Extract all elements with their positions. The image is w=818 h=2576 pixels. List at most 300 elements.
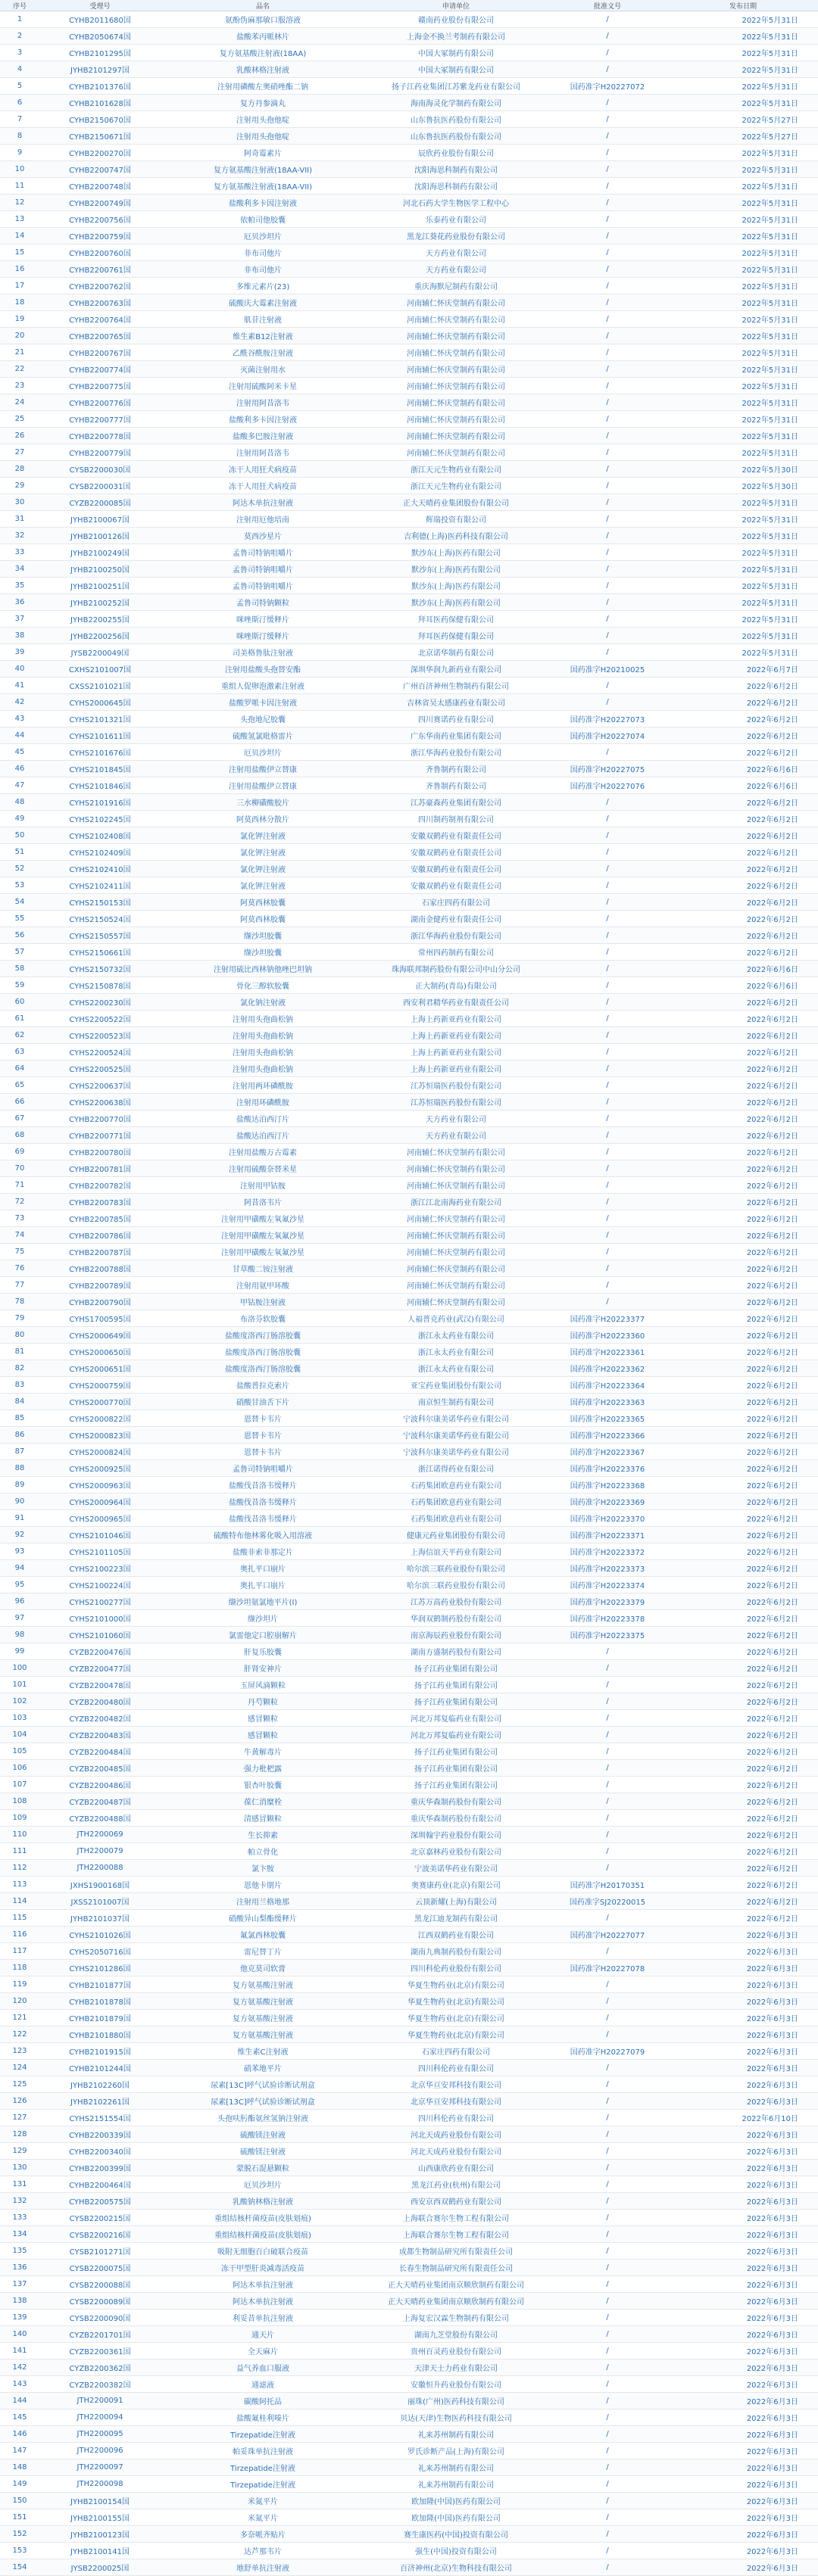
applicant: 正大天晴药业集团南京顺欣制药有限公司: [365, 2276, 547, 2293]
acceptance-number[interactable]: CYHB2200767国: [39, 344, 161, 361]
acceptance-number[interactable]: CYHS2101321国: [39, 711, 161, 727]
release-date: 2022年6月2日: [668, 1893, 818, 1910]
drug-name: 感冒颗粒: [161, 1710, 365, 1727]
acceptance-number[interactable]: JYSB2200049国: [39, 644, 161, 661]
acceptance-number[interactable]: CYHS2000963国: [39, 1477, 161, 1494]
drug-name: 咪唑斯汀缓释片: [161, 628, 365, 644]
acceptance-number[interactable]: CYHS2100277国: [39, 1593, 161, 1610]
acceptance-number[interactable]: CYSB2200090国: [39, 2310, 161, 2326]
applicant: 吉林省吴太感康药业有限公司: [365, 694, 547, 711]
acceptance-number[interactable]: CYHB2200780国: [39, 1144, 161, 1160]
drug-name: 头孢地尼胶囊: [161, 711, 365, 727]
acceptance-number[interactable]: CYZB2200361国: [39, 2343, 161, 2360]
acceptance-number[interactable]: CYZB2200484国: [39, 1743, 161, 1760]
release-date: 2022年6月3日: [668, 2559, 818, 2576]
row-index: 105: [0, 1743, 39, 1760]
table-row: [0, 1827, 818, 1843]
approval-number: /: [547, 494, 668, 511]
acceptance-number[interactable]: JYHB2101037国: [39, 1910, 161, 1927]
approval-number: /: [547, 2193, 668, 2210]
drug-name: 硫酸镁注射液: [161, 2126, 365, 2143]
acceptance-number[interactable]: CYHS2150732国: [39, 961, 161, 977]
acceptance-number[interactable]: CYHS2000645国: [39, 694, 161, 711]
acceptance-number[interactable]: CYHS2200523国: [39, 1027, 161, 1044]
release-date: 2022年6月3日: [668, 2443, 818, 2459]
acceptance-number[interactable]: CYHS2102408国: [39, 827, 161, 844]
table-row: [0, 1460, 818, 1477]
acceptance-number[interactable]: CYHS2000649国: [39, 1327, 161, 1344]
acceptance-number[interactable]: CYHB2101295国: [39, 45, 161, 61]
table-row: [0, 1210, 818, 1227]
table-row: [0, 2409, 818, 2426]
acceptance-number[interactable]: CYZB2200485国: [39, 1760, 161, 1777]
row-index: 22: [0, 361, 39, 378]
acceptance-number[interactable]: CYHS2101916国: [39, 794, 161, 811]
acceptance-number[interactable]: CYSB2200030国: [39, 461, 161, 478]
acceptance-number[interactable]: JYHB2100155国: [39, 2509, 161, 2526]
acceptance-number[interactable]: CYHB2200749国: [39, 195, 161, 211]
acceptance-number[interactable]: CYHS2000651国: [39, 1360, 161, 1377]
table-row: [0, 2076, 818, 2093]
release-date: 2022年6月2日: [668, 1360, 818, 1377]
acceptance-number[interactable]: JYHB2100249国: [39, 544, 161, 561]
acceptance-number[interactable]: CYHB2050674国: [39, 28, 161, 45]
acceptance-number[interactable]: CYHS2150153国: [39, 894, 161, 911]
acceptance-number[interactable]: CYHB2101244国: [39, 2060, 161, 2076]
applicant: 河南辅仁怀庆堂制药有限公司: [365, 1244, 547, 1260]
acceptance-number[interactable]: CYHB2200340国: [39, 2143, 161, 2160]
row-index: 18: [0, 294, 39, 311]
acceptance-number[interactable]: CYHS2000770国: [39, 1394, 161, 1410]
acceptance-number[interactable]: CYHS2000650国: [39, 1344, 161, 1360]
acceptance-number[interactable]: CYHB2200788国: [39, 1260, 161, 1277]
acceptance-number[interactable]: JTH2200098: [39, 2476, 161, 2493]
applicant: 河南辅仁怀庆堂制药有限公司: [365, 1177, 547, 1194]
drug-name: 注射用头孢曲松钠: [161, 1044, 365, 1061]
acceptance-number[interactable]: CYHB2150671国: [39, 128, 161, 145]
acceptance-number[interactable]: CYZB2200483国: [39, 1727, 161, 1743]
acceptance-number[interactable]: CYHS2101846国: [39, 777, 161, 794]
acceptance-number[interactable]: CYZB2200487国: [39, 1793, 161, 1810]
table-row: [0, 261, 818, 278]
acceptance-number[interactable]: CYHB2200776国: [39, 394, 161, 411]
drug-name: 重组人促卵泡激素注射液: [161, 677, 365, 694]
acceptance-number[interactable]: JYHB2100141国: [39, 2543, 161, 2559]
acceptance-number[interactable]: JYHB2102260国: [39, 2076, 161, 2093]
row-index: 87: [0, 1444, 39, 1460]
release-date: 2022年6月2日: [668, 1693, 818, 1710]
release-date: 2022年6月3日: [668, 1927, 818, 1943]
release-date: 2022年6月2日: [668, 1244, 818, 1260]
approval-number: /: [547, 594, 668, 611]
acceptance-number[interactable]: CYHB2200760国: [39, 245, 161, 261]
row-index: 152: [0, 2526, 39, 2543]
approval-number: /: [547, 1643, 668, 1660]
approval-number: /: [547, 2476, 668, 2493]
acceptance-number[interactable]: CYHS2000925国: [39, 1460, 161, 1477]
drug-name: 灭菌注射用水: [161, 361, 365, 378]
acceptance-number[interactable]: CYHB2200399国: [39, 2160, 161, 2176]
acceptance-number[interactable]: CYHB2200779国: [39, 444, 161, 461]
acceptance-number[interactable]: CYHB2200786国: [39, 1227, 161, 1244]
acceptance-number[interactable]: CYHB2200778国: [39, 428, 161, 444]
acceptance-number[interactable]: CYHS2000822国: [39, 1410, 161, 1427]
acceptance-number[interactable]: CYHB2200775国: [39, 378, 161, 394]
acceptance-number[interactable]: CYHS2101105国: [39, 1543, 161, 1560]
acceptance-number[interactable]: CYHB2200777国: [39, 411, 161, 428]
acceptance-number[interactable]: JYHB2100067国: [39, 511, 161, 528]
acceptance-number[interactable]: CYHS2000823国: [39, 1427, 161, 1444]
acceptance-number[interactable]: JTH2200097: [39, 2459, 161, 2476]
acceptance-number[interactable]: CYSB2200216国: [39, 2226, 161, 2243]
acceptance-number[interactable]: CYHB2200783国: [39, 1194, 161, 1210]
acceptance-number[interactable]: JTH2200096: [39, 2443, 161, 2459]
acceptance-number[interactable]: CYSB2200215国: [39, 2210, 161, 2226]
release-date: 2022年6月2日: [668, 1677, 818, 1693]
applicant: 广东华南药业集团有限公司: [365, 727, 547, 744]
acceptance-number[interactable]: CYHB2200785国: [39, 1210, 161, 1227]
acceptance-number[interactable]: CYHB2200756国: [39, 211, 161, 228]
approval-number: /: [547, 1061, 668, 1077]
row-index: 37: [0, 611, 39, 628]
acceptance-number[interactable]: CYHB2200787国: [39, 1244, 161, 1260]
acceptance-number[interactable]: CYHS2150557国: [39, 927, 161, 944]
applicant: 辰欣药业股份有限公司: [365, 145, 547, 161]
acceptance-number[interactable]: CYHS1700595国: [39, 1310, 161, 1327]
acceptance-number[interactable]: JYHB2100252国: [39, 594, 161, 611]
row-index: 23: [0, 378, 39, 394]
acceptance-number[interactable]: CYHB2200761国: [39, 261, 161, 278]
acceptance-number[interactable]: CYHB2200771国: [39, 1127, 161, 1144]
acceptance-number[interactable]: CYHS2000965国: [39, 1510, 161, 1527]
approval-number: /: [547, 1793, 668, 1810]
table-row: [0, 2559, 818, 2576]
acceptance-number[interactable]: CYHB2200762国: [39, 278, 161, 294]
acceptance-number[interactable]: CYHB2200575国: [39, 2193, 161, 2210]
applicant: 辉瑞投资有限公司: [365, 511, 547, 528]
table-row: [0, 2293, 818, 2310]
acceptance-number[interactable]: JTH2200088: [39, 1860, 161, 1877]
approval-number: /: [547, 811, 668, 827]
acceptance-number[interactable]: CYHS2101286国: [39, 1960, 161, 1976]
row-index: 50: [0, 827, 39, 844]
acceptance-number[interactable]: JYHB2100123国: [39, 2526, 161, 2543]
drug-name: 厄贝沙坦片: [161, 228, 365, 245]
row-index: 81: [0, 1344, 39, 1360]
acceptance-number[interactable]: CYHB2011680国: [39, 11, 161, 28]
applicant: 上海金不换兰考制药有限公司: [365, 28, 547, 45]
row-index: 134: [0, 2226, 39, 2243]
acceptance-number[interactable]: JXSS2101007国: [39, 1893, 161, 1910]
acceptance-number[interactable]: CYHB2101877国: [39, 1976, 161, 1993]
release-date: 2022年6月3日: [668, 2509, 818, 2526]
acceptance-number[interactable]: CYHB2101880国: [39, 2026, 161, 2043]
acceptance-number[interactable]: CYZB2200477国: [39, 1660, 161, 1677]
row-index: 146: [0, 2426, 39, 2443]
table-row: [0, 78, 818, 95]
acceptance-number[interactable]: CYHS2150661国: [39, 944, 161, 961]
drug-name: 孟鲁司特钠咀嚼片: [161, 1460, 365, 1477]
acceptance-number[interactable]: CYHS2000759国: [39, 1377, 161, 1394]
acceptance-number[interactable]: CYHB2101878国: [39, 1993, 161, 2010]
drug-name: 多维元素片(23): [161, 278, 365, 294]
applicant: 宁波科尔康美诺华药业有限公司: [365, 1410, 547, 1427]
acceptance-number[interactable]: CYHB2200781国: [39, 1160, 161, 1177]
drug-name: 复方氨基酸注射液(18AA-VII): [161, 178, 365, 195]
drug-name: 肝复乐胶囊: [161, 1643, 365, 1660]
acceptance-number[interactable]: CYHS2102409国: [39, 844, 161, 861]
acceptance-number[interactable]: CYHS2102410国: [39, 861, 161, 877]
drug-name: 玉屏风滴颗粒: [161, 1677, 365, 1693]
drug-name: 注射用甲磺酸左氧氟沙星: [161, 1210, 365, 1227]
acceptance-number[interactable]: CYZB2201701国: [39, 2326, 161, 2343]
applicant: 贝达(天津)生物医药科技有限公司: [365, 2409, 547, 2426]
acceptance-number[interactable]: CYHB2200747国: [39, 161, 161, 178]
header-index: 序号: [0, 0, 39, 11]
acceptance-number[interactable]: CYHB2101376国: [39, 78, 161, 95]
applicant: 安徽恒升药业股份有限公司: [365, 2376, 547, 2393]
acceptance-number[interactable]: CYHB2200774国: [39, 361, 161, 378]
drug-name: 地舒单抗注射液: [161, 2559, 365, 2576]
acceptance-number[interactable]: CYHS2100223国: [39, 1560, 161, 1577]
approval-number: 国药准字H20223366: [547, 1427, 668, 1444]
table-row: [0, 1177, 818, 1194]
drug-name: 阿莫西林胶囊: [161, 894, 365, 911]
table-row: [0, 1760, 818, 1777]
applicant: 江苏万高药业股份有限公司: [365, 1593, 547, 1610]
acceptance-number[interactable]: JYHB2101297国: [39, 61, 161, 78]
release-date: 2022年5月31日: [668, 145, 818, 161]
acceptance-number[interactable]: CYHS2101845国: [39, 761, 161, 777]
acceptance-number[interactable]: CYHB2200770国: [39, 1110, 161, 1127]
acceptance-number[interactable]: CYHS2101046国: [39, 1527, 161, 1543]
acceptance-number[interactable]: CYHS2101026国: [39, 1927, 161, 1943]
row-index: 60: [0, 994, 39, 1011]
drug-name: 三水柳磺酸胶片: [161, 794, 365, 811]
table-row: [0, 944, 818, 961]
acceptance-number[interactable]: JYHB2100250国: [39, 561, 161, 578]
table-row: [0, 794, 818, 811]
acceptance-number[interactable]: CYSB2101271国: [39, 2243, 161, 2260]
table-row: [0, 1061, 818, 1077]
acceptance-number[interactable]: CYHB2200464国: [39, 2176, 161, 2193]
acceptance-number[interactable]: CYHS2101000国: [39, 1610, 161, 1627]
acceptance-number[interactable]: CYSB2200088国: [39, 2276, 161, 2293]
release-date: 2022年6月2日: [668, 1560, 818, 1577]
acceptance-number[interactable]: CYHS2100224国: [39, 1577, 161, 1593]
approval-number: /: [547, 2343, 668, 2360]
acceptance-number[interactable]: JYHB2100126国: [39, 528, 161, 544]
acceptance-number[interactable]: CYHB2200339国: [39, 2126, 161, 2143]
acceptance-number[interactable]: CYZB2200478国: [39, 1677, 161, 1693]
acceptance-number[interactable]: JYHB2200255国: [39, 611, 161, 628]
drug-name: 注射用盐酸头孢替安酯: [161, 661, 365, 677]
acceptance-number[interactable]: CYZB2200482国: [39, 1710, 161, 1727]
acceptance-number[interactable]: CYHB2200790国: [39, 1294, 161, 1310]
acceptance-number[interactable]: JTH2200095: [39, 2426, 161, 2443]
drug-name: 帕立骨化: [161, 1843, 365, 1860]
acceptance-number[interactable]: JTH2200079: [39, 1843, 161, 1860]
approval-number: 国药准字H20227079: [547, 2043, 668, 2060]
acceptance-number[interactable]: CYZB2200476国: [39, 1643, 161, 1660]
release-date: 2022年6月2日: [668, 1294, 818, 1310]
acceptance-number[interactable]: JTH2200094: [39, 2409, 161, 2426]
row-index: 10: [0, 161, 39, 178]
acceptance-number[interactable]: CYHB2150670国: [39, 111, 161, 128]
acceptance-number[interactable]: CYHB2200789国: [39, 1277, 161, 1294]
table-row: [0, 178, 818, 195]
approval-number: 国药准字H20223373: [547, 1560, 668, 1577]
applicant: 常州四药制药有限公司: [365, 944, 547, 961]
acceptance-number[interactable]: CYHB2200782国: [39, 1177, 161, 1194]
acceptance-number[interactable]: JYHB2100251国: [39, 578, 161, 594]
acceptance-number[interactable]: CYSB2200031国: [39, 478, 161, 494]
release-date: 2022年6月2日: [668, 827, 818, 844]
row-index: 144: [0, 2393, 39, 2409]
approval-number: /: [547, 644, 668, 661]
drug-name: 乳酸林格注射液: [161, 61, 365, 78]
acceptance-number[interactable]: JTH2200069: [39, 1827, 161, 1843]
applicant: 河南辅仁怀庆堂制药有限公司: [365, 411, 547, 428]
row-index: 80: [0, 1327, 39, 1344]
acceptance-number[interactable]: CYHS2101611国: [39, 727, 161, 744]
acceptance-number[interactable]: CYHB2200759国: [39, 228, 161, 245]
applicant: 河北万邦复临药业有限公司: [365, 1710, 547, 1727]
acceptance-number[interactable]: CYHB2200764国: [39, 311, 161, 328]
applicant: 齐鲁制药有限公司: [365, 761, 547, 777]
acceptance-number[interactable]: CXSS2101021国: [39, 677, 161, 694]
drug-name: 盐酸苯丙哌林片: [161, 28, 365, 45]
drug-name: 孟鲁司特钠咀嚼片: [161, 561, 365, 578]
approval-number: 国药准字H20223376: [547, 1460, 668, 1477]
drug-name: 氯化钾注射液: [161, 877, 365, 894]
release-date: 2022年6月3日: [668, 2043, 818, 2060]
table-row: [0, 1260, 818, 1277]
row-index: 121: [0, 2010, 39, 2026]
acceptance-number[interactable]: CYHB2101628国: [39, 95, 161, 111]
acceptance-number[interactable]: CYHS2200230国: [39, 994, 161, 1011]
table-row: [0, 1577, 818, 1593]
applicant: 河南辅仁怀庆堂制药有限公司: [365, 361, 547, 378]
acceptance-number[interactable]: CYHS2050716国: [39, 1943, 161, 1960]
acceptance-number[interactable]: CYHS2200638国: [39, 1094, 161, 1110]
acceptance-number[interactable]: JTH2200091: [39, 2393, 161, 2409]
acceptance-number[interactable]: CYHS2000824国: [39, 1444, 161, 1460]
release-date: 2022年5月31日: [668, 428, 818, 444]
acceptance-number[interactable]: JYHB2200256国: [39, 628, 161, 644]
applicant: 湖南金健药业有限责任公司: [365, 911, 547, 927]
drug-name: 氯化钾注射液: [161, 861, 365, 877]
row-index: 41: [0, 677, 39, 694]
drug-name: 硫酸庆大霉素注射液: [161, 294, 365, 311]
acceptance-number[interactable]: CYHS2101676国: [39, 744, 161, 761]
acceptance-number[interactable]: JYHB2102261国: [39, 2093, 161, 2110]
acceptance-number[interactable]: CYHS2200522国: [39, 1011, 161, 1027]
approval-number: /: [547, 2243, 668, 2260]
release-date: 2022年6月2日: [668, 1527, 818, 1543]
row-index: 13: [0, 211, 39, 228]
drug-name: 注射用头孢他啶: [161, 128, 365, 145]
row-index: 107: [0, 1777, 39, 1793]
acceptance-number[interactable]: CYHS2151554国: [39, 2110, 161, 2126]
table-row: [0, 2143, 818, 2160]
acceptance-number[interactable]: CYHS2101060国: [39, 1627, 161, 1643]
table-row: [0, 1743, 818, 1760]
acceptance-number[interactable]: CYSB2200075国: [39, 2260, 161, 2276]
acceptance-number[interactable]: CYHB2101879国: [39, 2010, 161, 2026]
drug-name: 阿达木单抗注射液: [161, 494, 365, 511]
applicant: 重庆华森制药股份有限公司: [365, 1793, 547, 1810]
acceptance-number[interactable]: CYHB2101915国: [39, 2043, 161, 2060]
acceptance-number[interactable]: CYHB2200765国: [39, 328, 161, 344]
acceptance-number[interactable]: CYHS2200524国: [39, 1044, 161, 1061]
acceptance-number[interactable]: JXHS1900168国: [39, 1877, 161, 1893]
approval-number: /: [547, 894, 668, 911]
table-row: [0, 1027, 818, 1044]
acceptance-number[interactable]: CYHB2200270国: [39, 145, 161, 161]
release-date: 2022年6月2日: [668, 1494, 818, 1510]
acceptance-number[interactable]: CYZB2200382国: [39, 2376, 161, 2393]
table-row: [0, 1993, 818, 2010]
row-index: 69: [0, 1144, 39, 1160]
drug-name: 硫酸氢氯吡格雷片: [161, 727, 365, 744]
acceptance-number[interactable]: CYHS2150524国: [39, 911, 161, 927]
acceptance-number[interactable]: CYZB2200085国: [39, 494, 161, 511]
release-date: 2022年5月31日: [668, 628, 818, 644]
approval-number: /: [547, 1993, 668, 2010]
applicant: 扬子江药业集团有限公司: [365, 1777, 547, 1793]
acceptance-number[interactable]: CYHS2102245国: [39, 811, 161, 827]
acceptance-number[interactable]: CYZB2200480国: [39, 1693, 161, 1710]
release-date: 2022年6月2日: [668, 694, 818, 711]
acceptance-number[interactable]: CXHS2101007国: [39, 661, 161, 677]
approval-number: 国药准字H20223379: [547, 1593, 668, 1610]
acceptance-number[interactable]: CYHS2200525国: [39, 1061, 161, 1077]
acceptance-number[interactable]: CYSB2200089国: [39, 2293, 161, 2310]
acceptance-number[interactable]: CYHB2200748国: [39, 178, 161, 195]
release-date: 2022年6月6日: [668, 977, 818, 994]
row-index: 30: [0, 494, 39, 511]
acceptance-number[interactable]: CYHS2150878国: [39, 977, 161, 994]
table-row: [0, 578, 818, 594]
acceptance-number[interactable]: CYHS2200637国: [39, 1077, 161, 1094]
acceptance-number[interactable]: JYSB2200025国: [39, 2559, 161, 2576]
acceptance-number[interactable]: CYZB2200486国: [39, 1777, 161, 1793]
acceptance-number[interactable]: JYHB2100154国: [39, 2493, 161, 2509]
table-row: [0, 761, 818, 777]
approval-number: /: [547, 827, 668, 844]
drug-name: 注射用头孢他啶: [161, 111, 365, 128]
table-row: [0, 2443, 818, 2459]
table-row: [0, 2010, 818, 2026]
applicant: 中国大冢制药有限公司: [365, 61, 547, 78]
drug-name: 生长抑素: [161, 1827, 365, 1843]
drug-name: 甲钴胺注射液: [161, 1294, 365, 1310]
table-row: [0, 2193, 818, 2210]
acceptance-number[interactable]: CYHS2102411国: [39, 877, 161, 894]
acceptance-number[interactable]: CYHB2200763国: [39, 294, 161, 311]
acceptance-number[interactable]: CYHS2000964国: [39, 1494, 161, 1510]
acceptance-number[interactable]: CYZB2200362国: [39, 2360, 161, 2376]
acceptance-number[interactable]: CYZB2200488国: [39, 1810, 161, 1827]
drug-name: 注射用阿昔洛韦: [161, 394, 365, 411]
applicant: 石药集团欧意药业有限公司: [365, 1477, 547, 1494]
approval-number: /: [547, 877, 668, 894]
approval-number: /: [547, 111, 668, 128]
applicant: 江苏恒瑞医药股份有限公司: [365, 1077, 547, 1094]
approval-number: /: [547, 28, 668, 45]
release-date: 2022年6月2日: [668, 1510, 818, 1527]
